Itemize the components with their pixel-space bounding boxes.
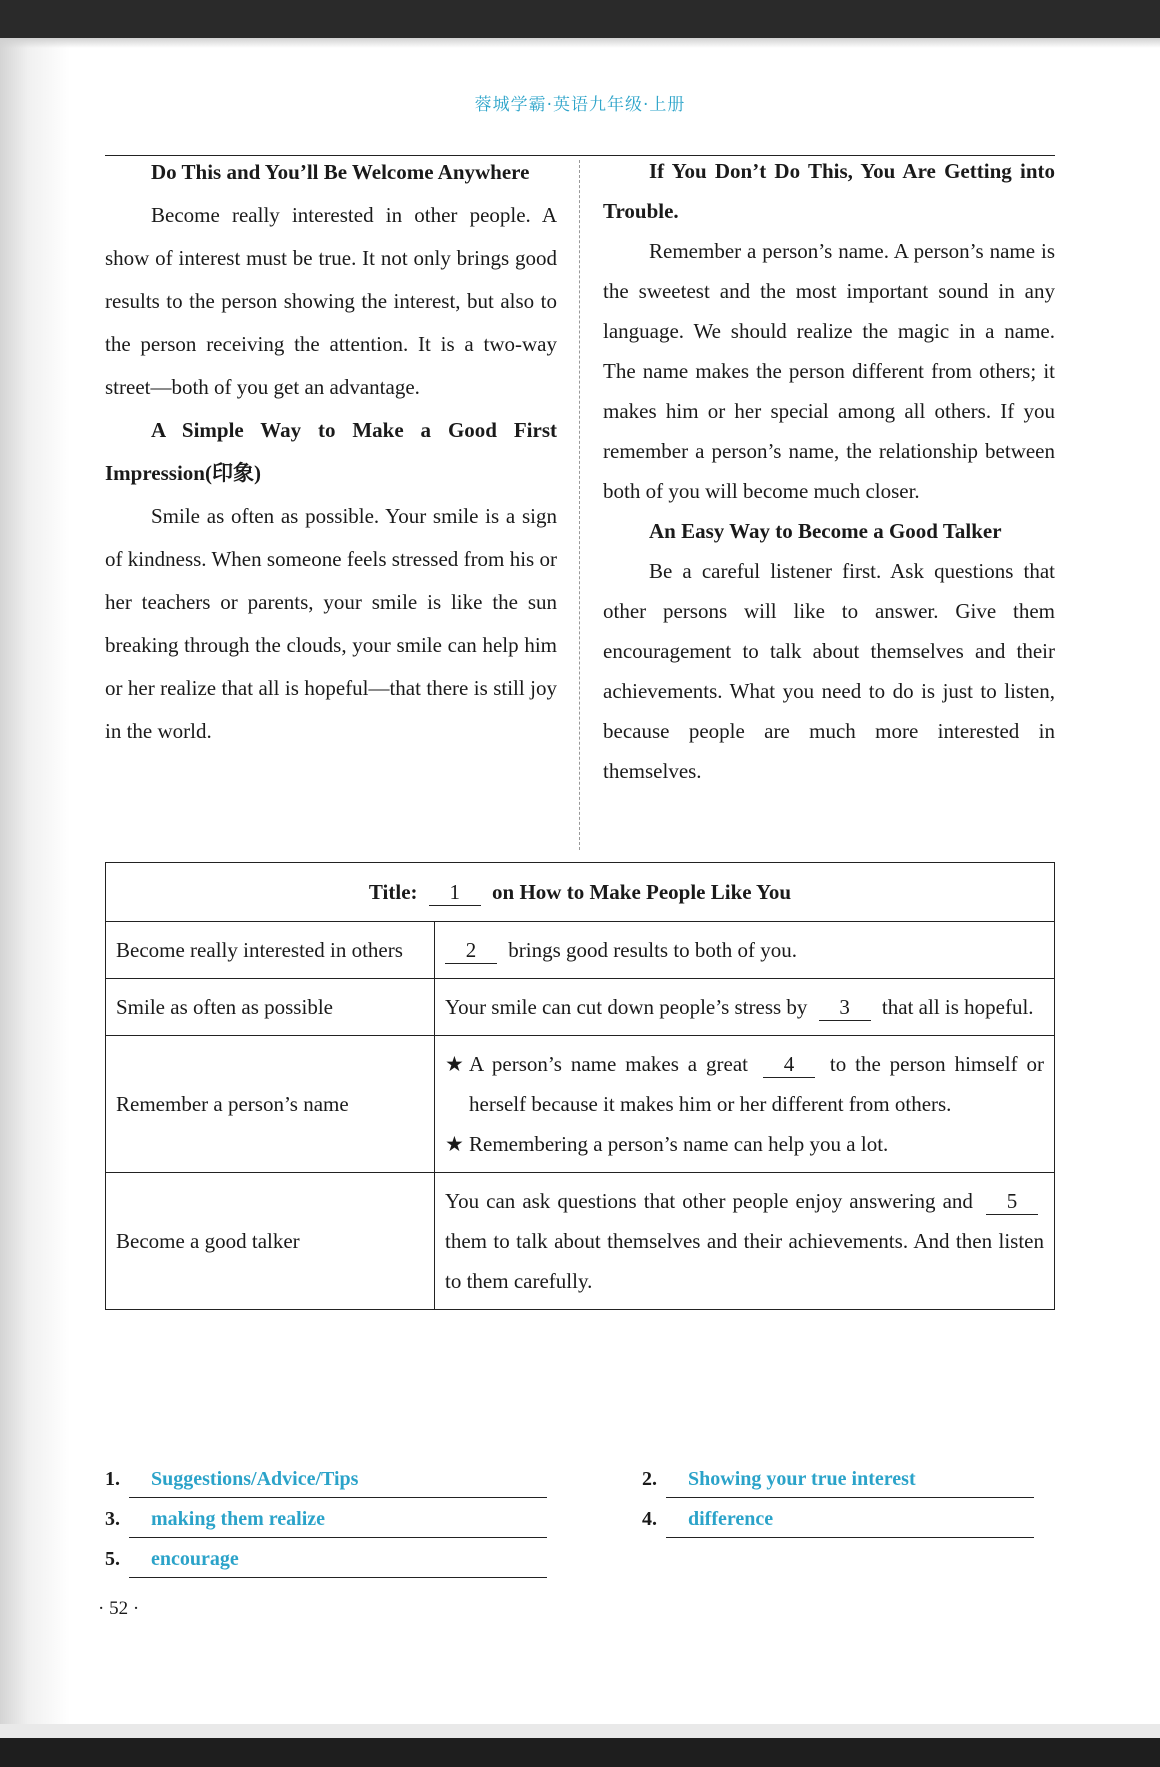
table-title-cell	[106, 863, 1055, 922]
answer-number: 2.	[642, 1468, 657, 1490]
answer-5	[105, 1540, 555, 1580]
row-content	[435, 922, 1055, 979]
row-label: Remember a person’s name	[106, 1036, 435, 1173]
blank-4[interactable]: 4	[763, 1051, 815, 1078]
row-text-after: that all is hopeful.	[881, 995, 1034, 1019]
page-top-shadow	[0, 38, 1160, 48]
blank-3[interactable]: 3	[819, 994, 871, 1021]
left-heading-2: A Simple Way to Make a Good First Impression(印象)	[105, 418, 557, 485]
right-paragraph-2: Be a careful listener first. Ask questions that other persons will like to answer. Give them encouragement to talk about themselves and their achievements. What you need to do is just to listen, because people are much more interested in themselves.	[603, 559, 1055, 783]
bullet-line-2	[445, 1124, 1044, 1164]
left-column	[105, 151, 557, 753]
row-label: Become a good talker	[106, 1173, 435, 1310]
right-column	[603, 151, 1055, 791]
table-row	[106, 979, 1055, 1036]
answer-4	[642, 1500, 1055, 1540]
star-icon: ★	[445, 1052, 464, 1076]
row-text-after: brings good results to both of you.	[508, 938, 797, 962]
bullet-text	[469, 1044, 1044, 1124]
star-icon: ★	[445, 1132, 464, 1156]
title-suffix: on How to Make People Like You	[492, 880, 792, 904]
right-heading-2: An Easy Way to Become a Good Talker	[649, 519, 1002, 543]
table-title-row	[106, 863, 1055, 922]
row-text-after: them to talk about themselves and their achievements. And then listen to them carefully.	[445, 1229, 1044, 1293]
row-content	[435, 979, 1055, 1036]
answer-2	[642, 1460, 1055, 1500]
bullet-text-before: A person’s name makes a great	[469, 1052, 749, 1076]
answer-value: difference	[688, 1508, 774, 1530]
right-heading-1: If You Don’t Do This, You Are Getting into Trouble.	[603, 159, 1055, 223]
row-text-before: Your smile can cut down people’s stress by	[445, 995, 808, 1019]
answer-value: Showing your true interest	[688, 1468, 916, 1490]
answer-value: Suggestions/Advice/Tips	[151, 1468, 359, 1490]
left-paragraph-2: Smile as often as possible. Your smile is a sign of kindness. When someone feels stressed from his or her teachers or parents, your smile is like the sun breaking through the clouds, your smile can help him or her realize that all is hopeful—that there is still joy in the world.	[105, 504, 557, 743]
answer-number: 4.	[642, 1508, 657, 1530]
left-heading-1: Do This and You’ll Be Welcome Anywhere	[151, 160, 530, 184]
answer-line	[129, 1537, 547, 1538]
viewer-bottom-bar	[0, 1724, 1160, 1767]
page-edge-shadow	[0, 38, 70, 1724]
summary-table	[105, 862, 1055, 1310]
bullet-line-1	[445, 1044, 1044, 1124]
bullet-text-after: to the person himself or herself because it makes him or her different from others.	[469, 1052, 1044, 1116]
blank-5[interactable]: 5	[986, 1188, 1038, 1215]
table-row	[106, 1173, 1055, 1310]
answer-line	[129, 1497, 547, 1498]
left-paragraph-1: Become really interested in other people. A show of interest must be true. It not only brings good results to the person showing the interest, but also to the person receiving the attention. It is a two-way street—both of you get an advantage.	[105, 203, 557, 399]
answer-value: making them realize	[151, 1508, 326, 1530]
answer-line	[666, 1497, 1034, 1498]
viewer-bottom-edge	[0, 1724, 1160, 1738]
answer-line	[666, 1537, 1034, 1538]
answer-number: 5.	[105, 1548, 120, 1570]
running-header	[105, 90, 1055, 130]
bullet-text: Remembering a person’s name can help you a lot.	[469, 1132, 889, 1156]
table-row	[106, 1036, 1055, 1173]
blank-1[interactable]: 1	[429, 879, 481, 906]
running-header-text: 蓉城学霸·英语九年级·上册	[474, 95, 686, 115]
row-text-before: You can ask questions that other people enjoy answering and	[445, 1189, 973, 1213]
right-paragraph-1: Remember a person’s name. A person’s name is the sweetest and the most important sound in any language. We should realize the magic in a name. The name makes the person different from others; it makes him or her special among all others. If you remember a person’s name, the relationship between both of you will become much closer.	[603, 239, 1055, 503]
answer-value: encourage	[151, 1548, 239, 1570]
row-content	[435, 1173, 1055, 1310]
answer-1	[105, 1460, 555, 1500]
answer-number: 3.	[105, 1508, 120, 1530]
row-label: Smile as often as possible	[106, 979, 435, 1036]
answer-line	[129, 1577, 547, 1578]
answer-number: 1.	[105, 1468, 120, 1490]
page-number: · 52 ·	[98, 1598, 140, 1619]
row-content	[435, 1036, 1055, 1173]
document-page	[0, 38, 1160, 1724]
blank-2[interactable]: 2	[445, 937, 497, 964]
title-prefix: Title:	[368, 880, 418, 904]
answer-3	[105, 1500, 555, 1540]
table-row	[106, 922, 1055, 979]
column-divider	[579, 160, 580, 850]
row-label: Become really interested in others	[106, 922, 435, 979]
